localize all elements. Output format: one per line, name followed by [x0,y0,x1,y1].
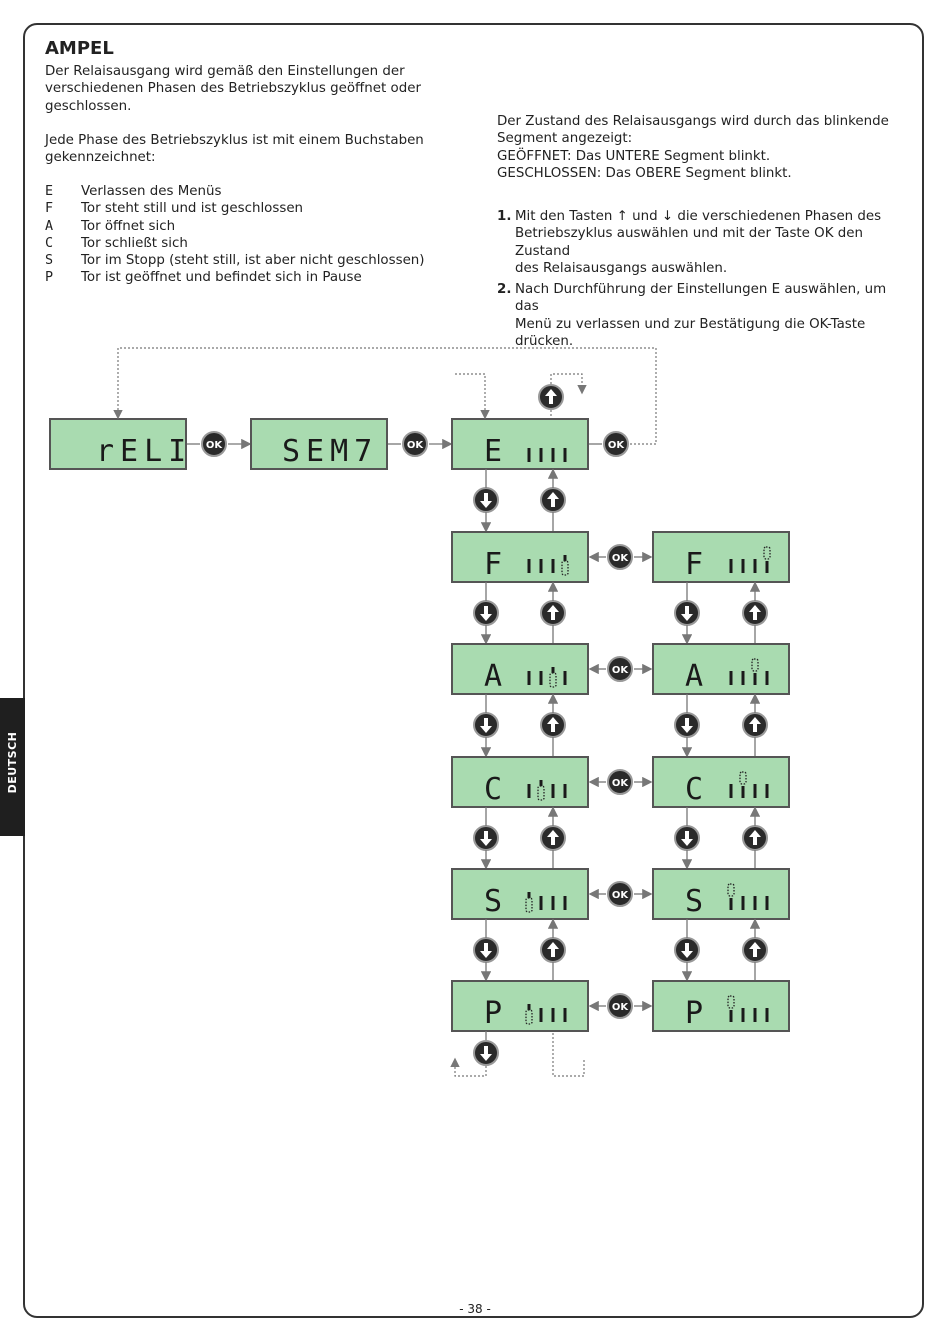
lcd-display-phase [452,869,588,919]
intro-line: geschlossen. [45,98,132,114]
ok-button-label: OK [611,1002,629,1013]
legend-text: Tor steht still und ist geschlossen [81,201,304,217]
ok-button [608,545,632,569]
arrow-up-icon [541,488,565,512]
step-number: 2. [497,282,512,298]
arrow-down-icon [474,1041,498,1065]
step-line: des Relaisausgangs auswählen. [515,260,728,276]
legend-key: E [45,184,54,199]
step-line: Mit den Tasten ↑ und ↓ die verschiedenen Phasen des [515,209,882,224]
lcd-display-phase [452,532,588,582]
lcd-text-phase: S [685,884,710,919]
lcd-display-phase [653,532,789,582]
step-line: Menü zu verlassen und zur Bestätigung die OK-Taste drücken. [515,316,866,350]
lcd-text-sem: SEM7 [282,434,379,469]
lcd-text-phase: P [685,996,710,1031]
arrow-down-icon [675,826,699,850]
arrow-up-icon [743,826,767,850]
legend-text: Tor ist geöffnet und befindet sich in Pause [81,270,362,286]
step-number: 1. [497,209,512,224]
legend-text: Tor im Stopp (steht still, ist aber nicht geschlossen) [81,253,425,269]
ok-button [608,657,632,681]
lcd-screen [452,757,588,807]
language-tab-label: DEUTSCH [6,731,19,794]
arrow-up-icon [539,385,563,409]
legend-key: F [45,201,54,217]
legend-key: A [45,218,54,234]
lcd-text-phase: S [484,884,509,919]
loop-line [455,374,485,417]
arrow-down-icon [474,938,498,962]
ok-button [202,432,226,456]
ok-button-label: OK [611,778,629,789]
ok-button-label: OK [607,440,625,451]
arrow-down-icon [474,488,498,512]
arrow-up-icon [541,938,565,962]
lcd-text-phase: C [685,772,710,807]
lcd-screen [653,532,789,582]
arrow-down-icon [474,713,498,737]
arrow-up-icon [541,601,565,625]
arrow-up-icon [541,713,565,737]
ok-button [403,432,427,456]
phase-intro-line: gekennzeichnet: [45,150,156,166]
lcd-display-e [452,419,588,469]
state-info-line: Der Zustand des Relaisausgangs wird durch das blinkende [497,114,889,129]
state-info-line: GEÖFFNET: Das UNTERE Segment blinkt. [497,148,771,164]
legend-key: C [45,235,54,251]
arrow-down-icon [474,601,498,625]
lcd-screen [452,869,588,919]
lcd-text-phase: F [685,547,710,582]
ok-button-label: OK [611,665,629,676]
lcd-display-phase [653,981,789,1031]
lcd-text-phase: F [484,547,509,582]
arrow-up-icon [743,601,767,625]
lcd-screen [653,981,789,1031]
arrow-down-icon [675,601,699,625]
lcd-text-phase: A [484,659,509,694]
ok-button [608,994,632,1018]
loop-line [553,1033,584,1076]
lcd-display-phase [452,981,588,1031]
arrow-down-icon [675,713,699,737]
lcd-display-phase [653,757,789,807]
state-info-line: GESCHLOSSEN: Das OBERE Segment blinkt. [497,165,792,181]
lcd-display-phase [653,644,789,694]
section-heading: AMPEL [45,38,114,59]
legend-key: P [45,270,54,286]
legend-key: S [45,253,54,269]
legend-text: Tor schließt sich [81,235,188,251]
lcd-text-phase: P [484,996,509,1031]
lcd-text-phase: A [685,659,710,694]
lcd-screen [452,644,588,694]
ok-button [604,432,628,456]
ok-button-label: OK [611,890,629,901]
step-line: Betriebszyklus auswählen und mit der Taste OK den Zustand [515,226,863,259]
step-line: Nach Durchführung der Einstellungen E auswählen, um das [515,282,887,315]
arrow-up-icon [541,826,565,850]
ok-button-label: OK [205,440,223,451]
lcd-text-e: E [484,434,509,469]
lcd-screen [653,644,789,694]
arrow-up-icon [743,938,767,962]
ok-button-label: OK [406,440,424,451]
page-number: - 38 - [459,1302,491,1316]
arrow-down-icon [675,938,699,962]
lcd-display-phase [452,757,588,807]
intro-line: verschiedenen Phasen des Betriebszyklus geöffnet oder [45,81,421,97]
state-info-line: Segment angezeigt: [497,131,633,147]
ok-button [608,770,632,794]
lcd-screen [452,419,588,469]
ok-button [608,882,632,906]
arrow-down-icon [474,826,498,850]
lcd-text-phase: C [484,772,509,807]
phase-intro-line: Jede Phase des Betriebszyklus ist mit einem Buchstaben [45,133,424,148]
lcd-screen [653,757,789,807]
lcd-screen [452,981,588,1031]
arrow-up-icon [743,713,767,737]
lcd-display-phase [452,644,588,694]
lcd-text-reli: rELI [96,434,193,469]
intro-line: Der Relaisausgang wird gemäß den Einstellungen der [45,64,405,79]
lcd-screen [653,869,789,919]
lcd-display-phase [653,869,789,919]
legend-text: Verlassen des Menüs [81,184,222,199]
ok-button-label: OK [611,553,629,564]
legend-text: Tor öffnet sich [81,218,176,234]
